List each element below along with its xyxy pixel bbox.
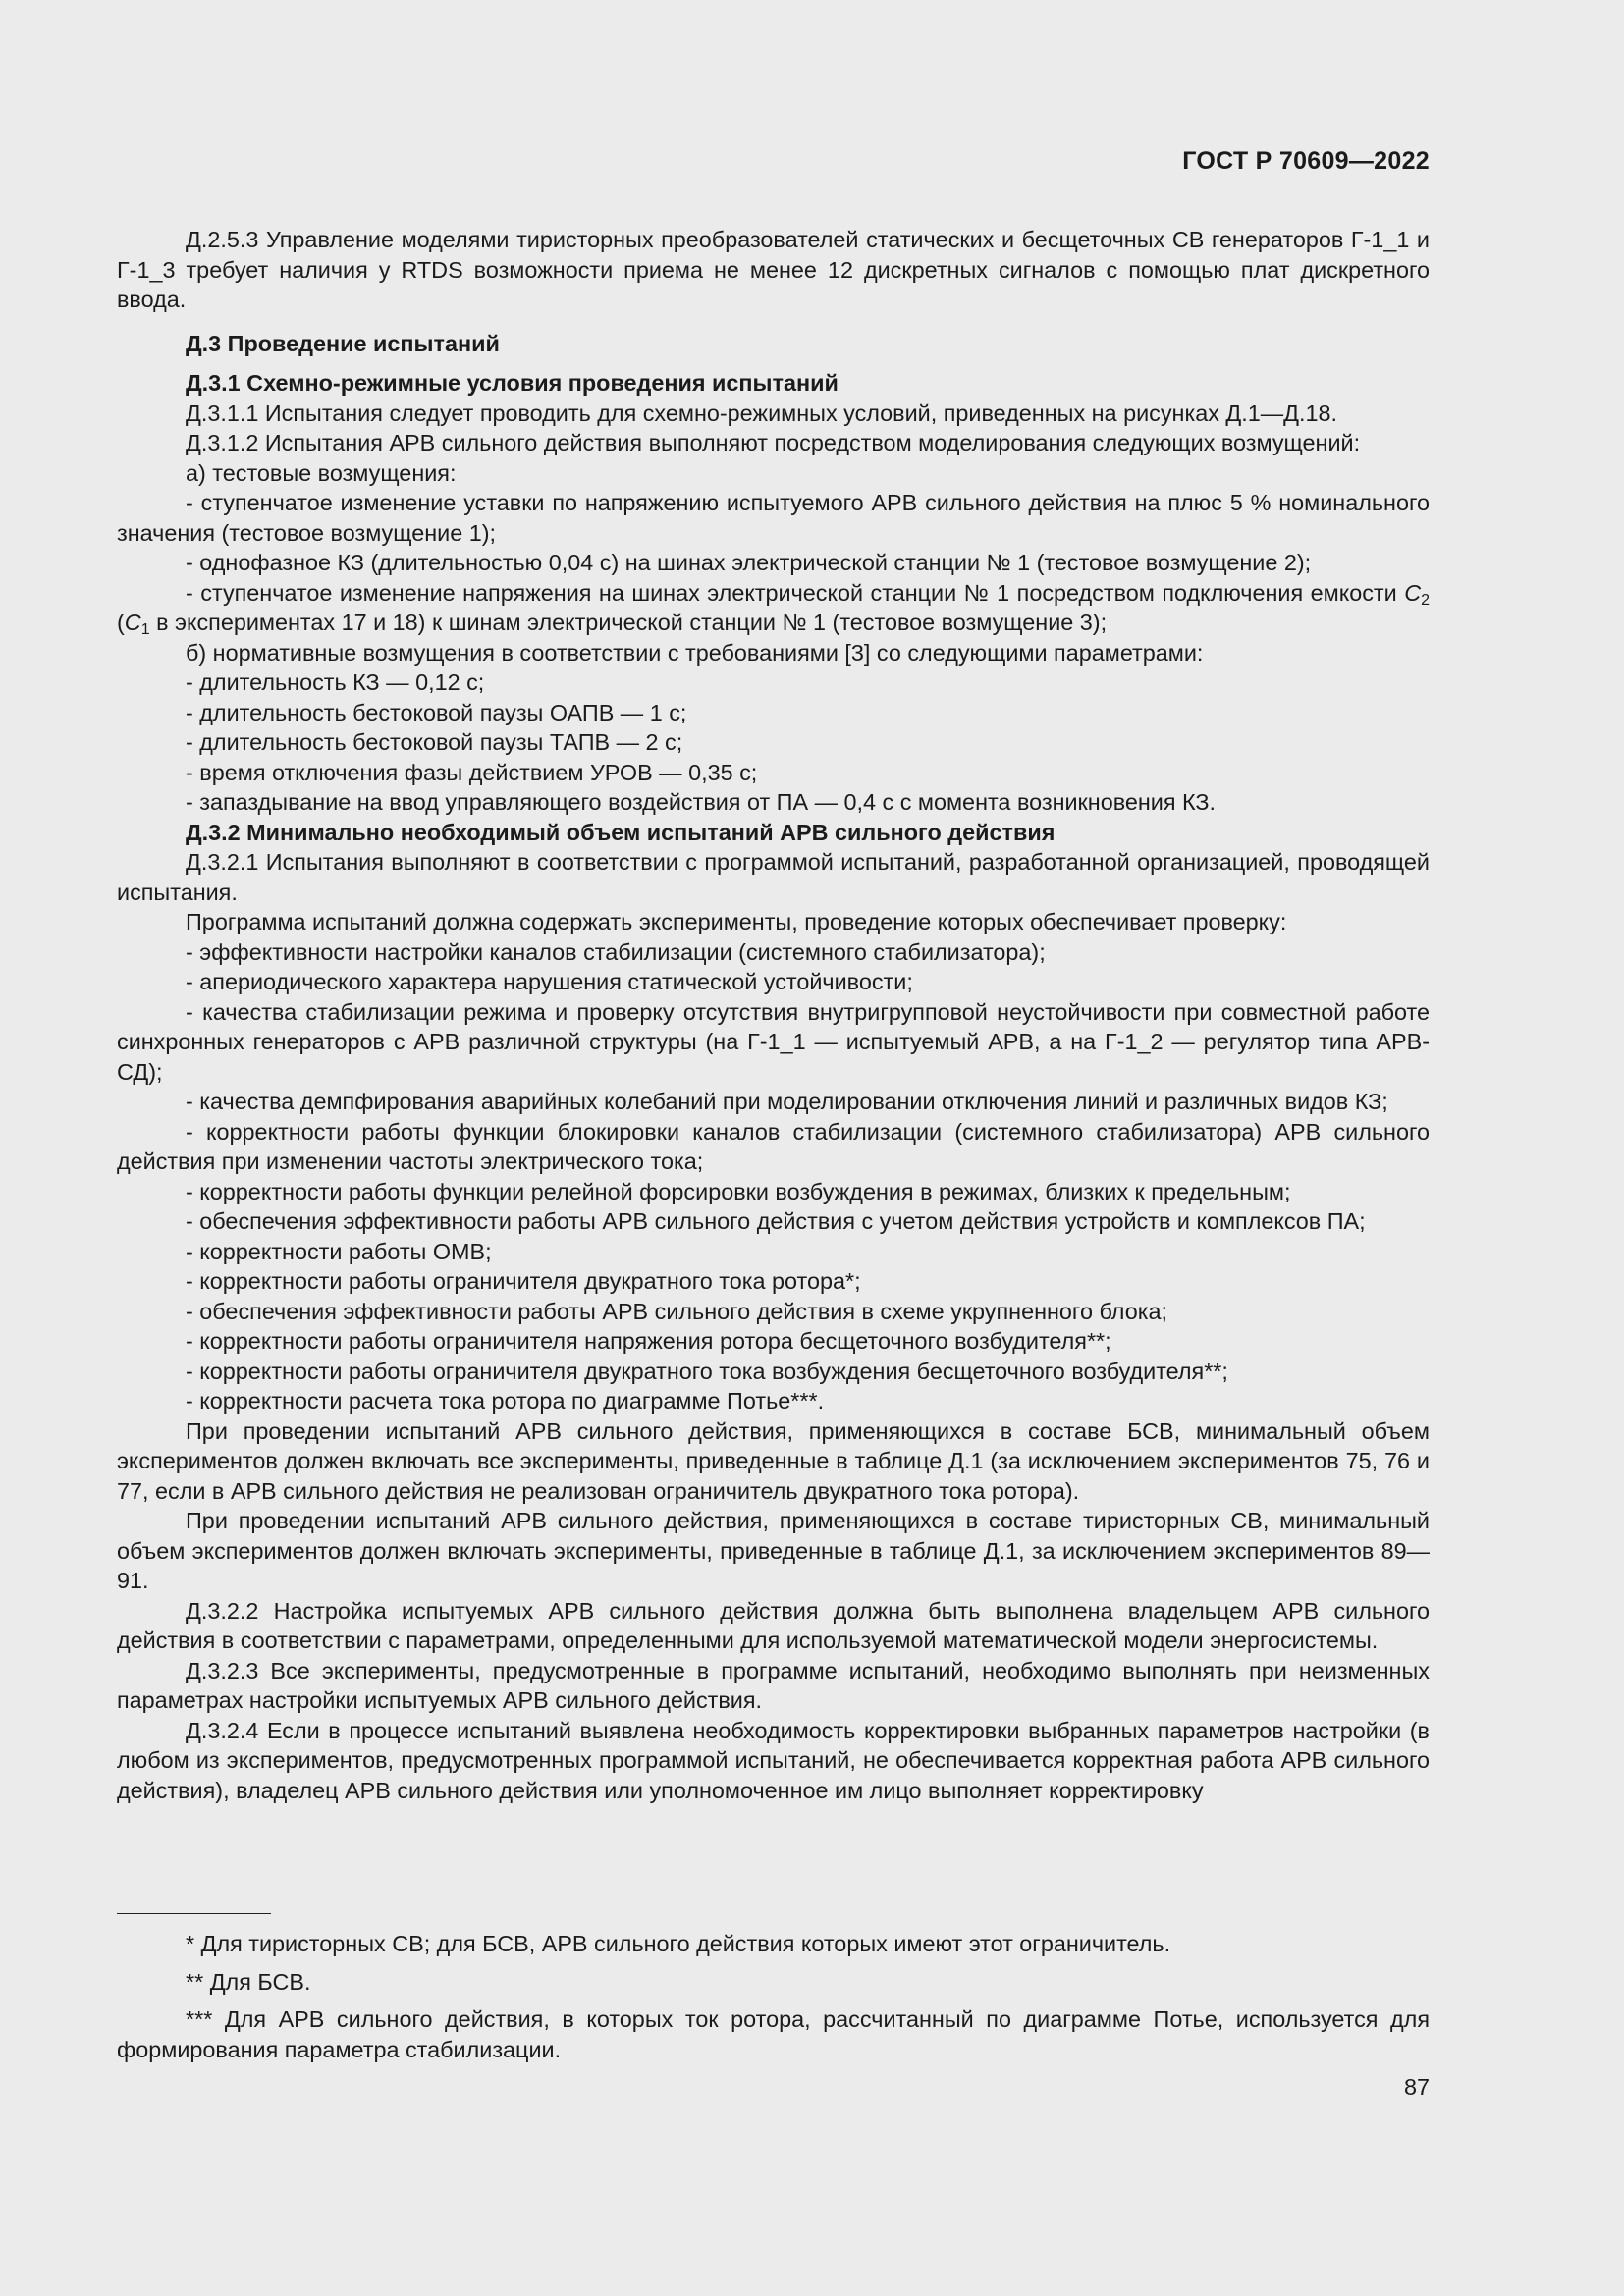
document-body xyxy=(117,225,1430,1805)
paragraph: Д.2.5.3 Управление моделями тиристорных преобразователей статических и бесщеточных СВ генераторов Г-1_1 и Г-1_3 требует наличия у RTDS возможности приема не менее 12 дискретных сигналов с помощью плат дискретного ввода. xyxy=(117,227,1430,312)
paragraph: Д.3.1.2 Испытания АРВ сильного действия выполняют посредством моделирования следующих возмущений: xyxy=(186,430,1361,455)
paragraph: Д.3.2.4 Если в процессе испытаний выявлена необходимость корректировки выбранных параметров настройки (в любом из экспериментов, предусмотренных программой испытаний, не обеспечивается корректная работа АРВ сильного действия), владелец АРВ сильного действия или уполномоченное им лицо выполняет корректировку xyxy=(117,1717,1430,1803)
list-item: - ступенчатое изменение уставки по напряжению испытуемого АРВ сильного действия на плюс 5 % номинального значения (тестовое возмущение 1); xyxy=(117,490,1430,546)
footnote: * Для тиристорных СВ; для БСВ, АРВ сильного действия которых имеют этот ограничитель. xyxy=(186,1931,1171,1956)
paragraph: При проведении испытаний АРВ сильного действия, применяющихся в составе БСВ, минимальный объем экспериментов должен включать все эксперименты, приведенные в таблице Д.1 (за исключением экспериментов 75, 76 и 77, если в АРВ сильного действия не реализован ограничитель двукратного тока ротора). xyxy=(117,1417,1430,1504)
subsection-heading: Д.3.1 Схемно-режимные условия проведения испытаний xyxy=(186,370,839,396)
footnote: *** Для АРВ сильного действия, в которых ток ротора, рассчитанный по диаграмме Потье, используется для формирования параметра стабилизации. xyxy=(117,2006,1430,2062)
list-item: - корректности работы ограничителя двукратного тока возбуждения бесщеточного возбудителя**; xyxy=(186,1358,1228,1384)
text-run: - ступенчатое изменение напряжения на шинах электрической станции № 1 посредством подключения емкости xyxy=(186,579,1405,606)
list-item: - длительность КЗ — 0,12 с; xyxy=(186,669,485,695)
footnote: ** Для БСВ. xyxy=(186,1968,311,1995)
list-item: - эффективности настройки каналов стабилизации (системного стабилизатора); xyxy=(186,938,1046,965)
list-item: - корректности работы функции релейной форсировки возбуждения в режимах, близких к предельным; xyxy=(186,1178,1291,1204)
paragraph: При проведении испытаний АРВ сильного действия, применяющихся в составе тиристорных СВ, минимальный объем экспериментов должен включать эксперименты, приведенные в таблице Д.1, за исключением экспериментов 89—91. xyxy=(117,1508,1430,1593)
list-item: - качества стабилизации режима и проверку отсутствия внутригрупповой неустойчивости при совместной работе синхронных генераторов с АРВ различной структуры (на Г-1_1 — испытуемый АРВ, а на Г-1_2 — регулятор типа АРВ-СД); xyxy=(117,998,1430,1085)
text-run: в экспериментах 17 и 18) к шинам электрической станции № 1 (тестовое возмущение 3); xyxy=(149,610,1108,635)
list-item: - качества демпфирования аварийных колебаний при моделировании отключения линий и различных видов КЗ; xyxy=(186,1089,1388,1114)
list-item: - корректности работы ограничителя двукратного тока ротора*; xyxy=(186,1268,861,1294)
list-label: б) нормативные возмущения в соответствии с требованиями [3] со следующими параметрами: xyxy=(186,639,1204,666)
list-item: - корректности расчета тока ротора по диаграмме Потье***. xyxy=(186,1388,825,1414)
capacitance-symbol: C xyxy=(124,610,141,635)
page-number: 87 xyxy=(1403,2074,1430,2100)
paragraph: Д.3.2.1 Испытания выполняют в соответствии с программой испытаний, разработанной организацией, проводящей испытания. xyxy=(117,849,1430,905)
paragraph: Д.3.2.2 Настройка испытуемых АРВ сильного действия должна быть выполнена владельцем АРВ сильного действия в соответствии с параметрами, определенными для используемой математической модели энергосистемы. xyxy=(117,1597,1430,1653)
list-item: - обеспечения эффективности работы АРВ сильного действия в схеме укрупненного блока; xyxy=(186,1298,1167,1324)
capacitance-symbol: C xyxy=(1404,579,1422,606)
list-item: - запаздывание на ввод управляющего воздействия от ПА — 0,4 с с момента возникновения КЗ. xyxy=(186,789,1217,815)
paragraph: Д.3.1.1 Испытания следует проводить для схемно-режимных условий, приведенных на рисунках Д.1—Д.18. xyxy=(186,400,1337,426)
text-run: ( xyxy=(117,610,125,635)
paragraph: Д.3.2.3 Все эксперименты, предусмотренные в программе испытаний, необходимо выполнять при неизменных параметрах настройки испытуемых АРВ сильного действия. xyxy=(117,1657,1430,1713)
section-heading: Д.3 Проведение испытаний xyxy=(186,330,500,356)
list-item: - корректности работы ограничителя напряжения ротора бесщеточного возбудителя**; xyxy=(186,1328,1111,1354)
subscript: 2 xyxy=(1421,591,1430,609)
list-item: - корректности работы функции блокировки каналов стабилизации (системного стабилизатора) АРВ сильного действия при изменении частоты электрического тока; xyxy=(117,1118,1430,1174)
document-header: ГОСТ Р 70609—2022 xyxy=(1182,147,1430,175)
footnote-divider xyxy=(117,1913,271,1914)
subscript: 1 xyxy=(140,621,150,638)
list-label: а) тестовые возмущения: xyxy=(186,459,457,486)
paragraph: Программа испытаний должна содержать эксперименты, проведение которых обеспечивает проверку: xyxy=(186,909,1287,934)
subsection-heading: Д.3.2 Минимально необходимый объем испытаний АРВ сильного действия xyxy=(186,819,1056,845)
footnotes xyxy=(117,1929,1430,2072)
list-item: - однофазное КЗ (длительностью 0,04 с) на шинах электрической станции № 1 (тестовое возмущение 2); xyxy=(186,550,1312,575)
list-item xyxy=(117,578,1430,638)
list-item: - апериодического характера нарушения статической устойчивости; xyxy=(186,969,913,994)
list-item: - корректности работы ОМВ; xyxy=(186,1238,492,1264)
list-item: - длительность бестоковой паузы ОАПВ — 1 с; xyxy=(186,699,687,725)
list-item: - обеспечения эффективности работы АРВ сильного действия с учетом действия устройств и комплексов ПА; xyxy=(186,1208,1366,1234)
list-item: - время отключения фазы действием УРОВ — 0,35 с; xyxy=(186,759,758,785)
list-item: - длительность бестоковой паузы ТАПВ — 2 с; xyxy=(186,729,683,755)
